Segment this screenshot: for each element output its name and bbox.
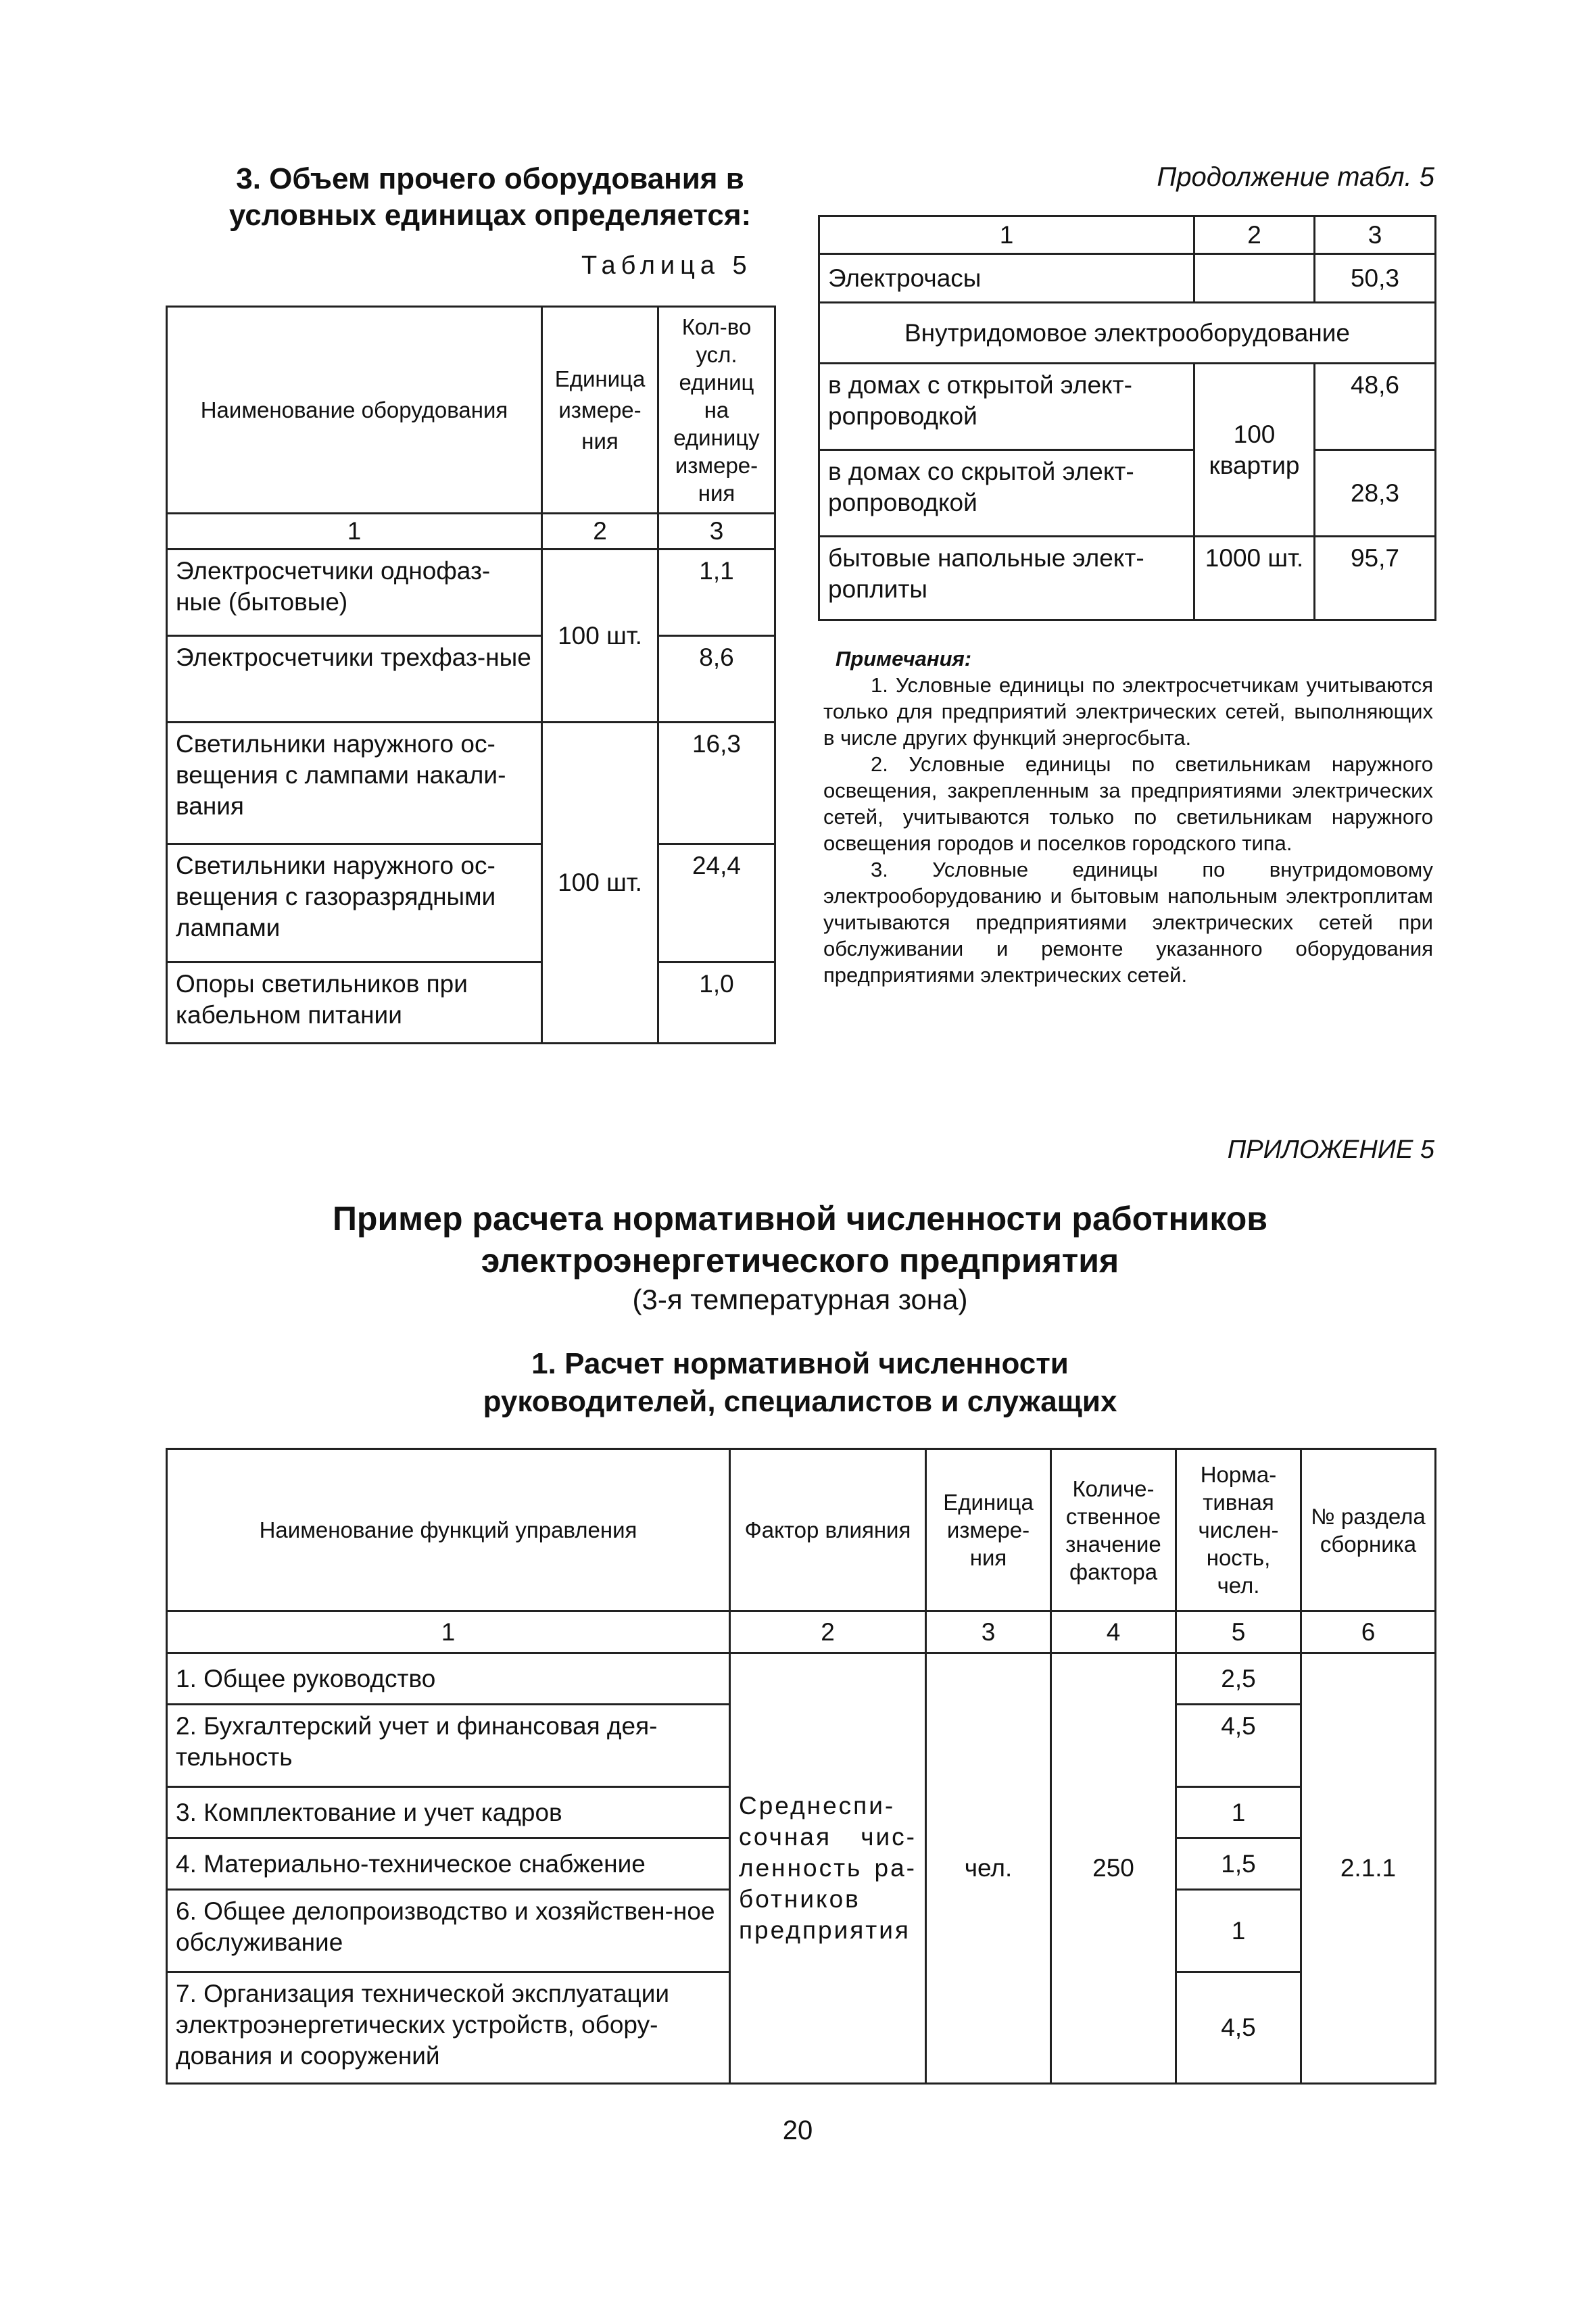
table-5-header-row [167, 307, 775, 514]
header-unit: Единица измере-ния [542, 307, 658, 514]
norm-value: 1 [1176, 1890, 1301, 1972]
row-value: 50,3 [1315, 254, 1436, 303]
notes-block [823, 645, 1433, 988]
function-name: 3. Комплектование и учет кадров [167, 1787, 730, 1838]
table-row [167, 1653, 1436, 1705]
col-number-2: 2 [730, 1611, 926, 1653]
col-number-1: 1 [167, 1611, 730, 1653]
col-number-1: 1 [819, 216, 1194, 254]
col-number-6: 6 [1301, 1611, 1436, 1653]
page-number: 20 [782, 2116, 813, 2145]
table-row [167, 844, 775, 962]
col-number-5: 5 [1176, 1611, 1301, 1653]
header-unit: Единица измере-ния [926, 1449, 1051, 1611]
function-name: 2. Бухгалтерский учет и финансовая дея-тельность [167, 1705, 730, 1787]
table-row [167, 962, 775, 1044]
row-name: Светильники наружного ос-вещения с лампами накали-вания [167, 723, 542, 844]
group-header-row [819, 303, 1436, 364]
notes-title: Примечания: [836, 647, 972, 671]
row-name: Электросчетчики однофаз-ные (бытовые) [167, 550, 542, 636]
row-name: Опоры светильников при кабельном питании [167, 962, 542, 1044]
row-value: 1,1 [658, 550, 775, 636]
row-value: 16,3 [658, 723, 775, 844]
appendix-title-line1: Пример расчета нормативной численности работников [332, 1200, 1268, 1238]
table-row [167, 550, 775, 636]
appendix-title-line2: электроэнергетического предприятия [481, 1242, 1119, 1280]
header-section: № раздела сборника [1301, 1449, 1436, 1611]
amount-cell: 250 [1051, 1653, 1176, 2084]
col-number-3: 3 [658, 514, 775, 550]
function-name: 7. Организация технической эксплуатации электроэнергетических устройств, обору-дования и сооружений [167, 1972, 730, 2084]
norm-value: 2,5 [1176, 1653, 1301, 1705]
row-name: в домах со скрытой элект-ропроводкой [819, 450, 1194, 537]
appendix-subtitle: (3-я температурная зона) [632, 1284, 968, 1315]
note-2: 2. Условные единицы по светильникам наружного освещения, закрепленным за предприятиями электрических сетей, учитываются только по светильникам наружного освещения городов и поселков городского типа. [823, 752, 1433, 855]
section-3-heading-line2: условных единицах определяется: [228, 199, 752, 232]
calculation-heading-line1: 1. Расчет нормативной численности [531, 1347, 1069, 1380]
row-name: в домах с открытой элект-ропроводкой [819, 364, 1194, 450]
table-5-column-numbers [167, 514, 775, 550]
staffing-header-row [167, 1449, 1436, 1611]
row-value: 1,0 [658, 962, 775, 1044]
row-value: 48,6 [1315, 364, 1436, 450]
staffing-column-numbers [167, 1611, 1436, 1653]
group-header: Внутридомовое электрооборудование [819, 303, 1436, 364]
function-name: 6. Общее делопроизводство и хозяйствен-ное обслуживание [167, 1890, 730, 1972]
table-5-continuation [818, 215, 1436, 621]
header-norm: Норма-тивная числен-ность, чел. [1176, 1449, 1301, 1611]
col-number-1: 1 [167, 514, 542, 550]
section-number-cell: 2.1.1 [1301, 1653, 1436, 2084]
header-equipment-name: Наименование оборудования [167, 307, 542, 514]
function-name: 1. Общее руководство [167, 1653, 730, 1705]
row-name: Светильники наружного ос-вещения с газоразрядными лампами [167, 844, 542, 962]
table-row [819, 450, 1436, 537]
row-value: 8,6 [658, 636, 775, 723]
col-number-4: 4 [1051, 1611, 1176, 1653]
appendix-title-block [166, 1198, 1434, 1318]
col-number-3: 3 [926, 1611, 1051, 1653]
header-conventional-units: Кол-во усл. единиц на единицу измере-ния [658, 307, 775, 514]
col-number-3: 3 [1315, 216, 1436, 254]
header-amount: Количе-ственное значение фактора [1051, 1449, 1176, 1611]
function-name: 4. Материально-техническое снабжение [167, 1838, 730, 1890]
row-name: бытовые напольные элект-роплиты [819, 537, 1194, 620]
factor-cell: Среднеспи-сочная чис-ленность ра-ботников предприятия [730, 1653, 926, 2084]
table-row [819, 537, 1436, 620]
continuation-column-numbers [819, 216, 1436, 254]
note-1: 1. Условные единицы по электросчетчикам учитываются только для предприятий электрических сетей, выполняющих в числе других функций энергосбыта. [823, 673, 1433, 750]
table-5-caption: Таблица 5 [581, 251, 752, 280]
table-row [819, 364, 1436, 450]
section-3-heading [196, 161, 784, 234]
unit-group-2: 100 шт. [542, 723, 658, 1044]
calculation-heading [166, 1345, 1434, 1421]
table-5 [166, 306, 776, 1044]
note-3: 3. Условные единицы по внутридомовому электрооборудованию и бытовым напольным электроплитам учитываются предприятиями электрических сетей при обслуживании и ремонте указанного оборудования предприятиями электрических сетей. [823, 858, 1433, 987]
norm-value: 4,5 [1176, 1705, 1301, 1787]
row-value: 95,7 [1315, 537, 1436, 620]
norm-value: 1,5 [1176, 1838, 1301, 1890]
col-number-2: 2 [1194, 216, 1315, 254]
appendix-label: ПРИЛОЖЕНИЕ 5 [1227, 1136, 1434, 1164]
row-value: 24,4 [658, 844, 775, 962]
calculation-heading-line2: руководителей, специалистов и служащих [483, 1385, 1117, 1418]
unit-group-1: 100 шт. [542, 550, 658, 723]
continuation-caption: Продолжение табл. 5 [1157, 162, 1434, 192]
unit-cell: чел. [926, 1653, 1051, 2084]
norm-value: 4,5 [1176, 1972, 1301, 2084]
row-value: 28,3 [1315, 450, 1436, 537]
staffing-table [166, 1448, 1436, 2085]
row-unit [1194, 254, 1315, 303]
row-name: Электросчетчики трехфаз-ные [167, 636, 542, 723]
table-row [167, 636, 775, 723]
table-row [819, 254, 1436, 303]
section-3-heading-line1: 3. Объем прочего оборудования в [236, 162, 744, 195]
row-unit: 1000 шт. [1194, 537, 1315, 620]
header-function-name: Наименование функций управления [167, 1449, 730, 1611]
row-name: Электрочасы [819, 254, 1194, 303]
header-factor: Фактор влияния [730, 1449, 926, 1611]
table-row [167, 723, 775, 844]
norm-value: 1 [1176, 1787, 1301, 1838]
col-number-2: 2 [542, 514, 658, 550]
apartments-unit: 100 квартир [1194, 364, 1315, 537]
